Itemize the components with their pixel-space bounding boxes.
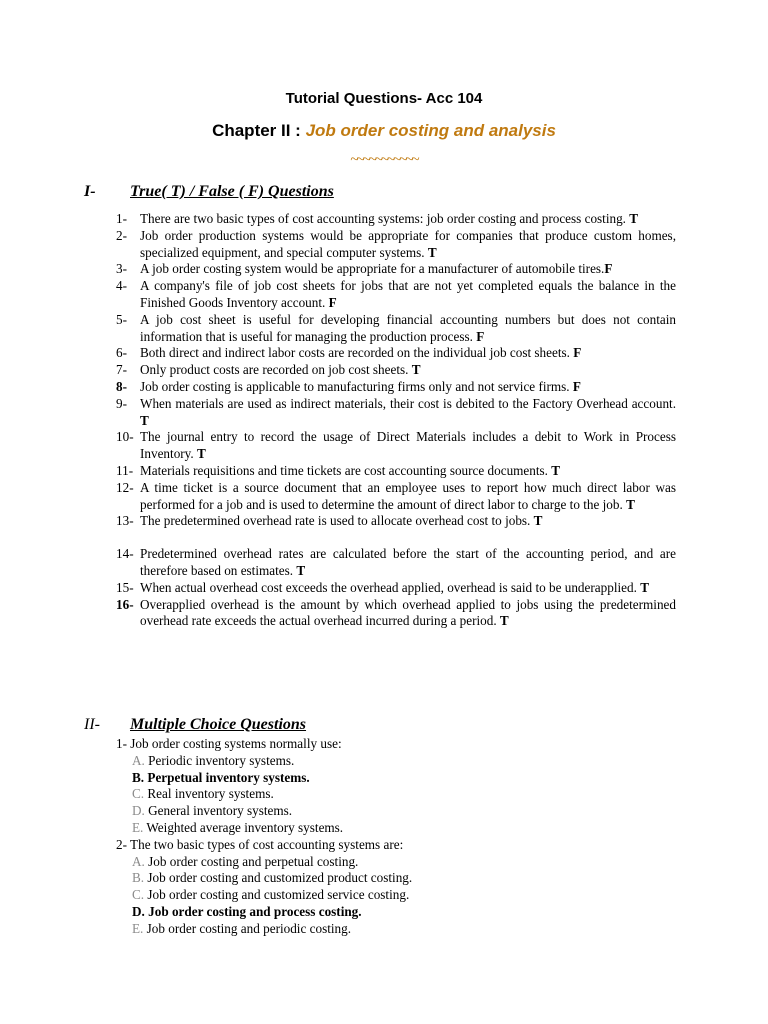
question-text: When actual overhead cost exceeds the overhead applied, overhead is said to be underapplied. bbox=[140, 579, 641, 595]
option-text: Job order costing and process costing. bbox=[144, 903, 362, 919]
question-text: The predetermined overhead rate is used to allocate overhead cost to jobs. bbox=[140, 513, 534, 529]
question-number: 3- bbox=[116, 261, 127, 277]
option-text: Job order costing and perpetual costing. bbox=[144, 853, 359, 869]
question-number: 6- bbox=[116, 345, 127, 361]
option-letter: D. bbox=[132, 903, 145, 919]
answer-key: T bbox=[296, 562, 306, 578]
mcq-option bbox=[132, 803, 676, 820]
answer-key: T bbox=[499, 613, 509, 629]
mcq-option bbox=[132, 870, 676, 887]
answer-key: T bbox=[629, 211, 639, 226]
answer-key: F bbox=[572, 378, 581, 394]
option-text: Job order costing and periodic costing. bbox=[143, 920, 352, 936]
mcq-option bbox=[132, 786, 676, 803]
mcq-option bbox=[132, 854, 676, 871]
mcq-options bbox=[116, 753, 676, 837]
option-text: Perpetual inventory systems. bbox=[144, 769, 310, 785]
mcq-option-correct bbox=[132, 770, 676, 787]
chapter-prefix: Chapter II : bbox=[212, 121, 306, 140]
question-text: A time ticket is a source document that an employee uses to report how much direct labor was performed for a job and is used to determine the amount of direct labor to charge to the job. bbox=[140, 479, 676, 512]
option-letter: E. bbox=[132, 819, 144, 835]
option-letter: B. bbox=[132, 769, 145, 785]
question-number: 15- bbox=[116, 579, 134, 595]
tf-question bbox=[116, 580, 676, 597]
tf-question bbox=[116, 312, 676, 346]
chapter-topic: Job order costing and analysis bbox=[305, 121, 556, 140]
option-text: Job order costing and customized service costing. bbox=[144, 887, 410, 903]
section-number: II- bbox=[84, 716, 100, 733]
option-letter: A. bbox=[132, 752, 145, 768]
mcq-option bbox=[132, 820, 676, 837]
document-title: Tutorial Questions- Acc 104 bbox=[285, 90, 483, 107]
mcq-option bbox=[132, 887, 676, 904]
multiple-choice-list bbox=[116, 736, 676, 938]
question-text: Job order production systems would be appropriate for companies that produce custom homes, specialized equipment, and special computer systems. bbox=[140, 227, 676, 260]
true-false-list bbox=[116, 211, 676, 630]
option-letter: C. bbox=[132, 887, 145, 903]
section-multiple-choice-heading bbox=[84, 716, 306, 734]
answer-key: T bbox=[197, 446, 206, 462]
question-text: Job order costing is applicable to manufacturing firms only and not service firms. bbox=[140, 378, 573, 394]
option-text: Real inventory systems. bbox=[144, 786, 274, 802]
ornament-divider: ~~~~~~~~~~~ bbox=[350, 152, 418, 168]
tf-question bbox=[116, 379, 676, 396]
question-number: 12- bbox=[116, 479, 134, 495]
option-text: Periodic inventory systems. bbox=[144, 752, 295, 768]
answer-key: F bbox=[328, 294, 337, 310]
answer-key: F bbox=[573, 345, 582, 361]
question-text: Only product costs are recorded on job cost sheets. bbox=[140, 362, 412, 378]
option-text: Job order costing and customized product costing. bbox=[144, 870, 413, 886]
mcq-options bbox=[116, 854, 676, 938]
mcq-option-correct bbox=[132, 904, 676, 921]
answer-key: T bbox=[551, 462, 561, 478]
tf-question bbox=[116, 278, 676, 312]
question-number: 1- bbox=[116, 211, 127, 226]
mcq-option bbox=[132, 753, 676, 770]
section-title: Multiple Choice Questions bbox=[130, 716, 307, 733]
answer-key: T bbox=[626, 496, 635, 512]
question-number: 2- bbox=[116, 227, 127, 243]
tf-question bbox=[116, 513, 676, 530]
answer-key: T bbox=[640, 579, 649, 595]
answer-key: F bbox=[476, 328, 485, 344]
section-number: I- bbox=[84, 183, 96, 200]
tf-question bbox=[116, 546, 676, 580]
tf-question bbox=[116, 396, 676, 430]
answer-key: T bbox=[140, 412, 149, 428]
question-number: 4- bbox=[116, 278, 127, 294]
answer-key: T bbox=[411, 362, 421, 378]
answer-key: F bbox=[604, 261, 613, 277]
question-text: Overapplied overhead is the amount by which overhead applied to jobs using the predetermined overhead rate exceeds the actual overhead incurred during a period. bbox=[140, 596, 676, 629]
question-text: A job cost sheet is useful for developing financial accounting numbers but does not contain information that is useful for managing the production process. bbox=[140, 311, 676, 344]
tf-question bbox=[116, 228, 676, 262]
tf-question bbox=[116, 429, 676, 463]
tf-question bbox=[116, 597, 676, 631]
question-text: A company's file of job cost sheets for jobs that are not yet completed equals the balance in the Finished Goods Inventory account. bbox=[140, 278, 676, 310]
question-text: When materials are used as indirect materials, their cost is debited to the Factory Overhead account. bbox=[140, 395, 676, 411]
question-number: 9- bbox=[116, 395, 127, 411]
option-letter: C. bbox=[132, 786, 145, 802]
question-number: 7- bbox=[116, 362, 127, 378]
answer-key: T bbox=[533, 513, 543, 529]
question-number: 8- bbox=[116, 378, 127, 394]
option-text: General inventory systems. bbox=[144, 803, 293, 819]
option-letter: B. bbox=[132, 870, 145, 886]
tf-question bbox=[116, 480, 676, 514]
tf-question bbox=[116, 463, 676, 480]
question-number: 14- bbox=[116, 546, 134, 562]
option-text: Weighted average inventory systems. bbox=[143, 819, 344, 835]
tf-question bbox=[116, 345, 676, 362]
option-letter: A. bbox=[132, 853, 145, 869]
question-number: 5- bbox=[116, 311, 127, 327]
tf-question bbox=[116, 211, 676, 228]
question-number: 11- bbox=[116, 462, 134, 478]
question-number: 10- bbox=[116, 429, 134, 445]
tf-question bbox=[116, 362, 676, 379]
section-true-false-heading bbox=[84, 183, 334, 201]
option-letter: D. bbox=[132, 803, 145, 819]
question-text: There are two basic types of cost accounting systems: job order costing and process costing. bbox=[140, 211, 630, 226]
mcq-question: 1- Job order costing systems normally use: bbox=[116, 736, 342, 751]
mcq-question: 2- The two basic types of cost accounting systems are: bbox=[116, 836, 404, 852]
question-text: Both direct and indirect labor costs are recorded on the individual job cost sheets. bbox=[140, 345, 574, 361]
question-number: 13- bbox=[116, 513, 134, 529]
tf-question bbox=[116, 261, 676, 278]
question-text: A job order costing system would be appropriate for a manufacturer of automobile tires. bbox=[140, 261, 605, 277]
answer-key: T bbox=[427, 244, 437, 260]
option-letter: E. bbox=[132, 920, 144, 936]
question-text: The journal entry to record the usage of Direct Materials includes a debit to Work in Process Inventory. bbox=[140, 429, 676, 462]
question-text: Materials requisitions and time tickets are cost accounting source documents. bbox=[140, 462, 552, 478]
question-number: 16- bbox=[116, 596, 134, 612]
section-title: True( T) / False ( F) Questions bbox=[130, 183, 334, 200]
question-text: Predetermined overhead rates are calculated before the start of the accounting period, and are therefore based on estimates. bbox=[140, 546, 676, 578]
mcq-option bbox=[132, 921, 676, 938]
chapter-heading bbox=[0, 121, 768, 141]
